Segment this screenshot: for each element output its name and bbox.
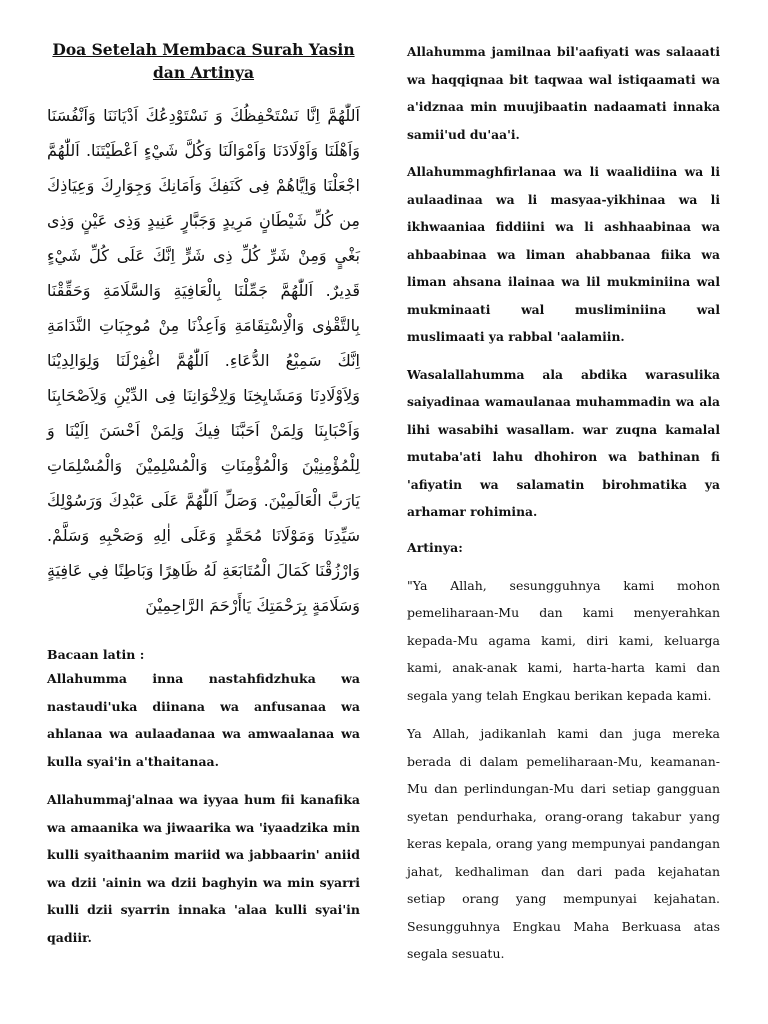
right-column: [407, 38, 720, 968]
translation-paragraph: "Ya Allah, sesungguhnya kami mohon pemeliharaan-Mu dan kami menyerahkan kepada-Mu agama kami, diri kami, keluarga kami, anak-anak kami, harta-harta kami dan segala yang telah Engkau berikan kepada kami.: [407, 577, 720, 703]
translation-paragraph: Ya Allah, jadikanlah kami dan juga mereka berada di dalam pemeliharaan-Mu, keamanan-Mu dan perlindungan-Mu dari setiap gangguan syetan pendurhaka, orang-orang takabur yang keras kepala, orang yang mempunyai pandangan jahat, kedhaliman dan dari pada kejahatan setiap orang yang mempunyai kejahatan. Sesungguhnya Engkau Maha Berkuasa atas segala sesuatu.: [407, 726, 720, 961]
latin-paragraph: Allahumma jamilnaa bil'aafiyati was salaaati wa haqqiqnaa bit taqwaa wal istiqaamati wa a'idznaa min muujibaatin nadaamati innaka samii'ud du'aa'i.: [407, 44, 720, 142]
latin-paragraph: Allahummaghfirlanaa wa li waalidiina wa li aulaadinaa wa li masyaa-yikhinaa wa li ikhwaaniaa fiddiini wa li ashhaabinaa wa ahbaabinaa wa liman ahabbanaa fiika wa liman ahsana ilainaa wa lil mukminiina wal mukminaati wal musliminiina wal muslimaati ya rabbal 'aalamiin.: [407, 164, 720, 344]
left-column: [47, 38, 360, 951]
translation-label: Artinya:: [407, 539, 463, 555]
latin-reading-label: Bacaan latin :: [47, 647, 145, 662]
page-title: Doa Setelah Membaca Surah Yasin dan Artinya: [52, 40, 355, 82]
latin-paragraph: Allahumma inna nastahfidzhuka wa nastaudi'uka diinana wa anfusanaa wa ahlanaa wa aulaadanaa wa amwaalanaa wa kulla syai'in a'thaitanaa.: [47, 671, 360, 769]
latin-paragraph: Allahummaj'alnaa wa iyyaa hum fii kanafika wa amaanika wa jiwaarika wa 'iyaadzika min kulli syaithaanim mariid wa jabbaarin' aniid wa dzii 'ainin wa dzii baghyin wa min syarri kulli dzii syarrin innaka 'alaa kulli syai'in qadiir.: [47, 792, 360, 945]
arabic-prayer-text: اَللّٰهُمَّ اِنَّا نَسْتَحْفِظُكَ وَ نَسْتَوْدِعُكَ اَدْيَانَنَا وَاَنْفُسَنَا وَاَهْلَنَا وَاَوْلَادَنَا وَاَمْوَالَنَا وَكُلَّ شَيْءٍ اَعْطَيْتَنَا. اَللّٰهُمَّ اجْعَلْنَا وَاِيَّاهُمْ فِى كَنَفِكَ وَاَمَانِكَ وَجِوَارِكَ وَعِيَاذِكَ مِن كُلِّ شَيْطَانٍ مَرِيدٍ وَجَبَّارٍ عَنِيدٍ وَذِى عَيْنٍ وَذِى بَغْيٍ وَمِنْ شَرِّ كُلِّ ذِى شَرٍّ اِنَّكَ عَلَى كُلِّ شَيْءٍ قَدِيرٌ. اَللّٰهُمَّ جَمِّلْنَا بِالْعَافِيَةِ وَالسَّلَامَةِ وَحَقِّقْنَا بِالتَّقْوٰى وَالْاِسْتِقَامَةِ وَاَعِذْنَا مِنْ مُوجِبَاتِ النَّدَامَةِ اِنَّكَ سَمِيْعُ الدُّعَاءِ. اَللّٰهُمَّ اغْفِرْلَنَا وَلِوَالِدِيْنَا وَلِاَوْلَادِنَا وَمَشَايِخِنَا وَلِاِخْوَانِنَا فِى الدِّيْنِ وَلِاَصْحَابِنَا وَاَحْبَابِنَا وَلِمَنْ اَحَبَّنَا فِيكَ وَلِمَنْ اَحْسَنَ اِلَيْنَا وَ لِلْمُؤْمِنِيْنَ وَالْمُؤْمِنَاتِ وَالْمُسْلِمِيْنَ وَالْمُسْلِمَاتِ يَارَبَّ الْعَالَمِيْنَ. وَصَلِّ اَللّٰهُمَّ عَلَى عَبْدِكَ وَرَسُوْلِكَ سَيِّدِنَا وَمَوْلَانَا مُحَمَّدٍ وَعَلَى اٰلِهِ وَصَحْبِهِ وَسَلَّمْ. وَارْزُقْنَا كَمَالَ الْمُتَابَعَةِ لَهُ ظَاهِرًا وَبَاطِنًا فِي عَافِيَةٍ وَسَلَامَةٍ بِرَحْمَتِكَ يَاأَرْحَمَ الرَّاحِمِيْنَ: [47, 106, 360, 615]
latin-paragraph: Wasalallahumma ala abdika warasulika saiyadinaa wamaulanaa muhammadin wa ala lihi wasabihi wasallam. war zuqna kamalal mutaba'ati lahu dhohiron wa bathinan fi 'afiyatin wa salamatin birohmatika ya arhamar rohimina.: [407, 366, 720, 519]
